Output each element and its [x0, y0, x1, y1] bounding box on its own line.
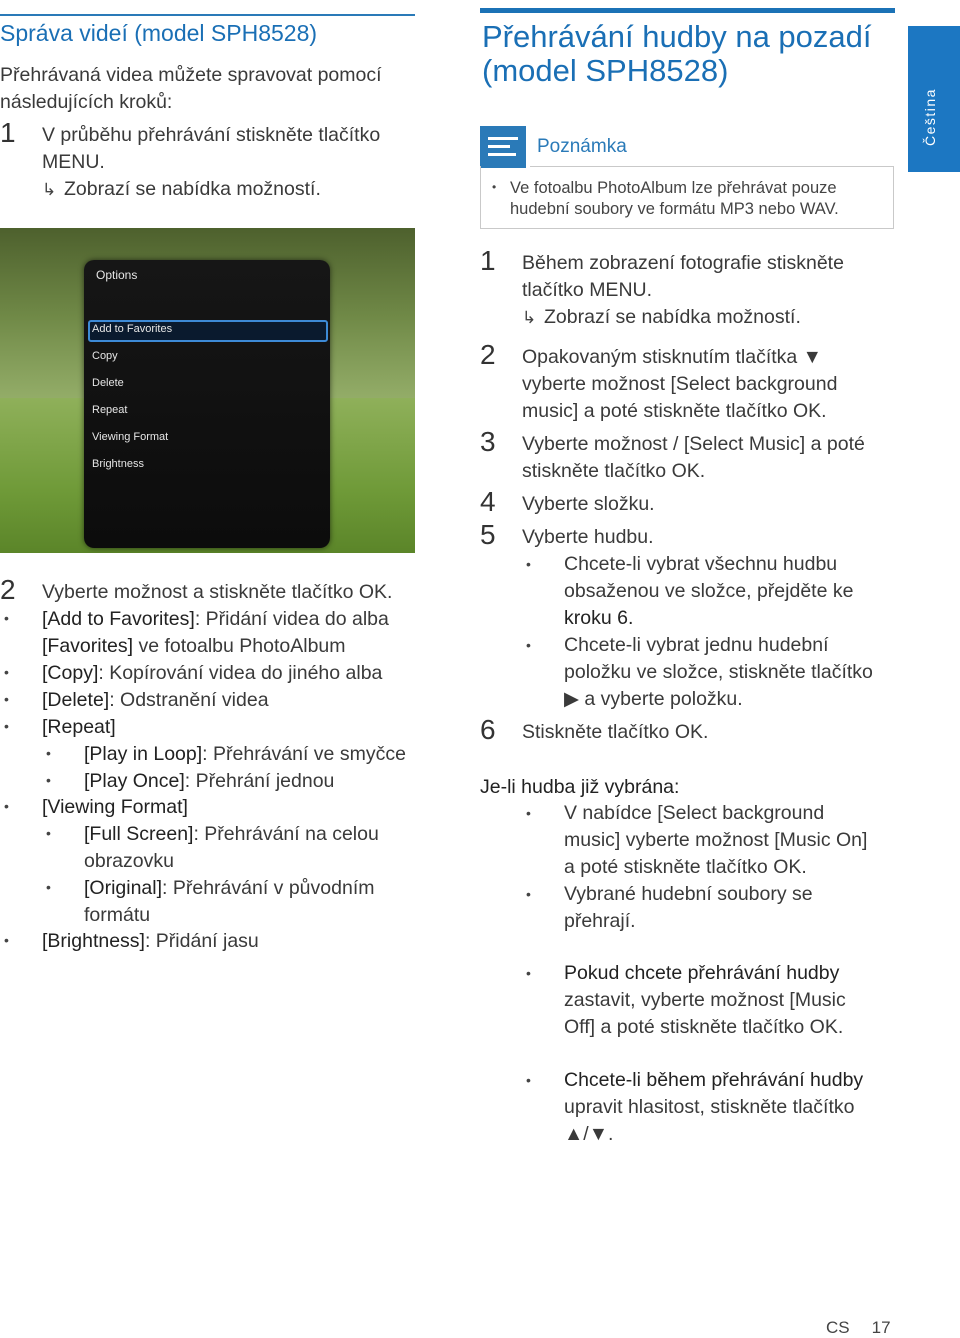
option-original: [Original]: Přehrávání v původním	[84, 877, 375, 899]
option-play-in-loop: [Play in Loop]: Přehrávání ve smyčce	[84, 743, 406, 765]
option-full-screen-cont: obrazovku	[84, 850, 174, 872]
section-heading-music	[482, 20, 872, 88]
bullet: •	[4, 798, 9, 814]
menu-item-delete: Delete	[92, 377, 124, 389]
sub-bullet: •	[46, 825, 51, 841]
bullet: •	[526, 1072, 531, 1088]
page-number: 17	[871, 1318, 891, 1337]
step-text: Během zobrazení fotografie stiskněte	[522, 252, 844, 274]
menu-item-repeat: Repeat	[92, 404, 128, 416]
menu-item-brightness: Brightness	[92, 458, 144, 470]
result-arrow-icon: ↳	[522, 308, 537, 327]
heading-rule	[480, 8, 895, 13]
step-text: music] a poté stiskněte tlačítko OK.	[522, 400, 827, 422]
step-number: 2	[480, 339, 496, 370]
selected-bullet-text: a poté stiskněte tlačítko OK.	[564, 856, 807, 878]
step-number: 5	[480, 519, 496, 550]
step-result	[522, 304, 801, 331]
step-number: 4	[480, 486, 496, 517]
note-text: Ve fotoalbu PhotoAlbum lze přehrávat pouze hudební soubory ve formátu MP3 nebo WAV.	[510, 179, 839, 218]
step5-bullet-text: kroku 6.	[564, 607, 634, 629]
footer-language: CS	[826, 1318, 850, 1337]
stop-bullet-text: Pokud chcete přehrávání hudby	[564, 962, 840, 984]
option-add-to-favorites: [Add to Favorites]: Přidání videa do alba	[42, 608, 389, 630]
option-full-screen: [Full Screen]: Přehrávání na celou	[84, 823, 379, 845]
heading-line-1: Přehrávání hudby na pozadí	[482, 19, 872, 54]
bullet: •	[4, 932, 9, 948]
bullet: •	[492, 180, 497, 194]
bullet: •	[526, 886, 531, 902]
selected-bullet-text: Vybrané hudební soubory se	[564, 883, 813, 905]
heading-rule	[0, 14, 415, 16]
selected-bullet-text: přehrají.	[564, 910, 636, 932]
volume-bullet-text: ▲/▼.	[564, 1123, 614, 1145]
step-number: 3	[480, 426, 496, 457]
option-brightness: [Brightness]: Přidání jasu	[42, 930, 259, 952]
menu-item-add-to-favorites: Add to Favorites	[92, 323, 173, 335]
step-text: stiskněte tlačítko OK.	[522, 460, 706, 482]
step-number: 1	[0, 117, 16, 148]
step-text: V průběhu přehrávání stiskněte tlačítko	[42, 124, 381, 146]
bullet: •	[4, 718, 9, 734]
step-number: 2	[0, 574, 16, 605]
menu-item-copy: Copy	[92, 350, 118, 362]
step5-bullet-text: ▶ a vyberte položku.	[564, 688, 743, 710]
step-text: MENU.	[42, 151, 105, 173]
bullet: •	[4, 610, 9, 626]
step5-bullet-text: obsaženou ve složce, přejděte ke	[564, 580, 854, 602]
step-text: Vyberte hudbu.	[522, 526, 654, 548]
step-text: Opakovaným stisknutím tlačítka ▼	[522, 346, 822, 368]
option-favorites: [Favorites] ve fotoalbu PhotoAlbum	[42, 635, 346, 657]
options-menu-title: Options	[96, 268, 138, 282]
sub-bullet: •	[46, 772, 51, 788]
step-text: tlačítko MENU.	[522, 279, 653, 301]
selected-bullet-text: music] vyberte možnost [Music On]	[564, 829, 868, 851]
bullet: •	[526, 556, 531, 572]
stop-bullet-text: Off] a poté stiskněte tlačítko OK.	[564, 1016, 844, 1038]
step5-bullet-text: Chcete-li vybrat jednu hudební	[564, 634, 829, 656]
step-text: Vyberte složku.	[522, 493, 655, 515]
language-tab	[908, 26, 960, 172]
step-result	[42, 176, 321, 203]
bullet: •	[526, 637, 531, 653]
step-number: 1	[480, 245, 496, 276]
heading-line-2: (model SPH8528)	[482, 53, 729, 88]
page-footer	[826, 1318, 891, 1338]
option-repeat: [Repeat]	[42, 716, 116, 738]
section-heading-video: Správa videí (model SPH8528)	[0, 20, 318, 46]
bullet: •	[4, 691, 9, 707]
option-delete: [Delete]: Odstranění videa	[42, 689, 269, 711]
volume-bullet-text: Chcete-li během přehrávání hudby	[564, 1069, 864, 1091]
bullet: •	[526, 965, 531, 981]
stop-bullet-text: zastavit, vyberte možnost [Music	[564, 989, 846, 1011]
step-text: Vyberte možnost / [Select Music] a poté	[522, 433, 865, 455]
options-menu-screenshot	[0, 228, 415, 553]
bullet: •	[4, 664, 9, 680]
selected-bullet-text: V nabídce [Select background	[564, 802, 825, 824]
step-text: vyberte možnost [Select background	[522, 373, 838, 395]
sub-bullet: •	[46, 745, 51, 761]
menu-item-viewing-format: Viewing Format	[92, 431, 169, 443]
step5-bullet-text: položku ve složce, stiskněte tlačítko	[564, 661, 873, 683]
step-result-text: Zobrazí se nabídka možností.	[544, 306, 801, 328]
note-label: Poznámka	[537, 136, 627, 157]
step-number: 6	[480, 714, 496, 745]
note-icon	[480, 126, 526, 168]
subheading-already-selected: Je-li hudba již vybrána:	[480, 776, 680, 798]
sub-bullet: •	[46, 879, 51, 895]
options-menu-panel	[84, 260, 330, 548]
intro-line-2: následujících kroků:	[0, 91, 173, 113]
step-text: Stiskněte tlačítko OK.	[522, 721, 709, 743]
option-original-cont: formátu	[84, 904, 151, 926]
language-tab-label: Čeština	[922, 88, 938, 146]
option-viewing-format: [Viewing Format]	[42, 796, 188, 818]
step-text: Vyberte možnost a stiskněte tlačítko OK.	[42, 581, 393, 603]
step5-bullet-text: Chcete-li vybrat všechnu hudbu	[564, 553, 838, 575]
result-arrow-icon: ↳	[42, 180, 57, 199]
bullet: •	[526, 805, 531, 821]
option-copy: [Copy]: Kopírování videa do jiného alba	[42, 662, 383, 684]
intro-line-1: Přehrávaná videa můžete spravovat pomocí	[0, 64, 382, 86]
note-box	[480, 122, 894, 228]
option-play-once: [Play Once]: Přehrání jednou	[84, 770, 335, 792]
volume-bullet-text: upravit hlasitost, stiskněte tlačítko	[564, 1096, 855, 1118]
step-result-text: Zobrazí se nabídka možností.	[64, 178, 321, 200]
